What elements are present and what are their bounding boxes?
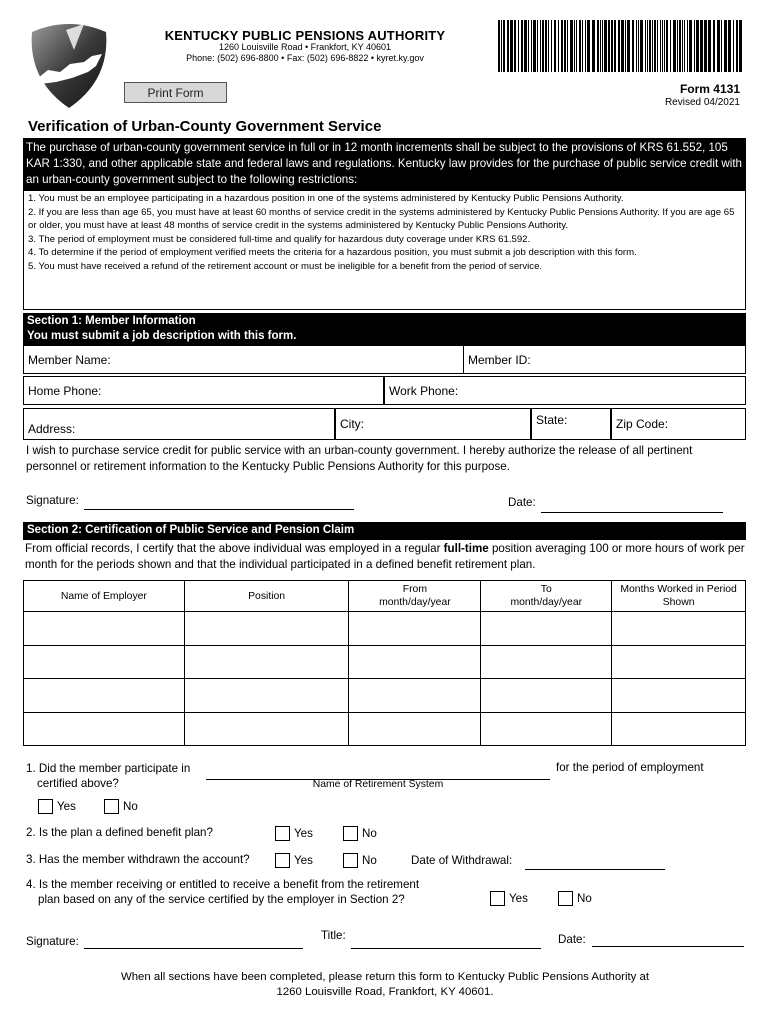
col-months [612,581,746,612]
zip-code-field[interactable] [611,408,746,440]
print-form-button[interactable]: Print Form [124,82,227,103]
city-label: City: [340,417,364,431]
table-cell[interactable] [24,612,185,646]
question4-text [26,877,419,907]
certify-text-after: position averaging 100 or more hours of work per month for the periods shown and that the individual participated in a defined benefit retirement plan. [25,542,745,571]
certify-text-bold: full-time [443,542,489,555]
intro-text: The purchase of urban-county government service in full or in 12 month increments shall be subject to the provisions of KRS 61.552, 105 KAR 1:330, and other applicable state and federal laws and regulations. Kentucky law provides for the purchase of public service credit with an urban-county government subject to the following restrictions: [23,138,746,190]
home-phone-label: Home Phone: [28,383,102,398]
section1-subtitle: You must submit a job description with this form. [27,330,297,342]
state-label: State: [536,413,568,427]
zip-code-label: Zip Code: [616,417,669,431]
work-phone-field[interactable] [384,376,746,405]
footer-instructions [60,970,710,1000]
checkbox[interactable] [275,826,290,841]
table-cell[interactable] [24,679,185,713]
q4-no-option[interactable] [558,891,592,906]
member-name-field[interactable] [23,345,464,374]
table-cell[interactable] [481,645,612,679]
yes-label: Yes [294,827,313,840]
question2-text: 2. Is the plan a defined benefit plan? [26,826,213,839]
col-position: Position [184,581,349,612]
member-date-line[interactable] [541,512,723,513]
table-cell[interactable] [612,645,746,679]
address-field[interactable] [23,408,335,440]
checkbox[interactable] [38,799,53,814]
form-number: Form 4131 [679,82,740,96]
checkbox[interactable] [275,853,290,868]
restriction-item: 3. The period of employment must be considered full-time and qualify for hazardous duty coverage under KRS 61.592. [28,233,531,245]
organization-contact: Phone: (502) 696-8800 • Fax: (502) 696-8822 • kyret.ky.gov [186,53,424,63]
member-date-label: Date: [508,496,536,509]
table-cell[interactable] [349,612,481,646]
question3-text: 3. Has the member withdrawn the account? [26,853,250,866]
question4-line1: 4. Is the member receiving or entitled to receive a benefit from the retirement [26,878,420,891]
table-cell[interactable] [612,612,746,646]
section2-header: Section 2: Certification of Public Service and Pension Claim [23,522,746,540]
employer-signature-line[interactable] [84,948,303,949]
question1-line1: 1. Did the member participate in [26,762,191,775]
col-from [349,581,481,612]
employer-title-line[interactable] [351,948,541,949]
checkbox[interactable] [104,799,119,814]
restrictions-list [23,190,746,310]
city-field[interactable] [335,408,531,440]
kentucky-shield-icon [26,20,112,110]
col-to [481,581,612,612]
employment-table [23,580,746,746]
form-title: Verification of Urban-County Government Service [28,118,382,135]
table-cell[interactable] [481,612,612,646]
table-header-row [24,581,746,612]
state-field[interactable] [531,408,611,440]
member-signature-line[interactable] [84,509,354,510]
yes-label: Yes [57,800,76,813]
yes-label: Yes [509,892,528,905]
authorization-statement: I wish to purchase service credit for public service with an urban-county government. I hereby authorize the release of all pertinent personnel or retirement information to the Kentucky Public Pensions Authority for this purpose. [26,444,693,473]
section1-title: Section 1: Member Information [27,315,196,327]
restriction-item: 2. If you are less than age 65, you must have at least 60 months of service credit in the systems administered by Kentucky Public Pensions Authority. If you are age 65 or older, you must have at least 48 months of service credit in the systems administered by Kentucky Public Pensions Authority. [28,206,735,232]
table-cell[interactable] [184,712,349,746]
employer-date-line[interactable] [592,946,744,947]
withdrawal-date-line[interactable] [525,869,665,870]
member-name-label: Member Name: [28,352,111,367]
table-cell[interactable] [481,679,612,713]
q2-no-option[interactable] [343,826,377,841]
table-cell[interactable] [349,645,481,679]
table-cell[interactable] [184,612,349,646]
restriction-item: 5. You must have received a refund of the retirement account or must be ineligible for a benefit from the period of service. [28,260,543,272]
address-label: Address: [28,422,76,436]
restriction-item: 4. To determine if the period of employment verified meets the criteria for a hazardous position, you must submit a job description with this form. [28,247,637,259]
checkbox[interactable] [343,853,358,868]
retirement-system-caption: Name of Retirement System [312,779,444,790]
no-label: No [123,800,138,813]
table-row [24,612,746,646]
certification-statement [25,541,745,573]
question1-line2: certified above? [37,777,119,790]
organization-address: 1260 Louisville Road • Frankfort, KY 40601 [218,42,392,52]
yes-label: Yes [294,854,313,867]
footer-line1: When all sections have been completed, please return this form to Kentucky Public Pensions Authority at [120,971,650,983]
member-id-label: Member ID: [468,352,531,367]
checkbox[interactable] [343,826,358,841]
home-phone-field[interactable] [23,376,384,405]
q4-yes-option[interactable] [490,891,528,906]
col-months-line1: Months Worked in Period [620,584,737,595]
restriction-item: 1. You must be an employee participating in a hazardous position in one of the systems administered by Kentucky Public Pensions Authority. [28,193,624,204]
q1-no-option[interactable] [104,799,138,814]
table-cell[interactable] [612,712,746,746]
no-label: No [362,827,377,840]
table-cell[interactable] [349,679,481,713]
table-cell[interactable] [184,645,349,679]
employer-signature-label: Signature: [26,935,79,948]
table-row [24,712,746,746]
table-cell[interactable] [349,712,481,746]
no-label: No [362,854,377,867]
employer-title-label: Title: [321,929,346,942]
employer-date-label: Date: [558,933,586,946]
q3-no-option[interactable] [343,853,377,868]
withdrawal-date-label: Date of Withdrawal: [411,854,513,867]
table-cell[interactable] [612,679,746,713]
question4-line2: plan based on any of the service certified by the employer in Section 2? [38,893,405,906]
member-signature-label: Signature: [26,494,79,507]
member-id-field[interactable] [463,345,746,374]
table-row [24,645,746,679]
checkbox[interactable] [490,891,505,906]
col-from-line1: From [402,584,427,595]
table-cell[interactable] [24,645,185,679]
table-cell[interactable] [481,712,612,746]
q3-yes-option[interactable] [275,853,313,868]
col-to-line2: month/day/year [510,597,583,608]
checkbox[interactable] [558,891,573,906]
table-cell[interactable] [184,679,349,713]
question1-tail: for the period of employment [556,761,704,774]
no-label: No [577,892,592,905]
table-row [24,679,746,713]
form-revised-date: Revised 04/2021 [664,97,740,108]
certify-text-before: From official records, I certify that the above individual was employed in a regular [25,542,444,555]
col-from-line2: month/day/year [379,597,451,608]
work-phone-label: Work Phone: [389,383,459,398]
section1-header [23,313,746,345]
q2-yes-option[interactable] [275,826,313,841]
col-to-line1: To [540,584,552,595]
q1-yes-option[interactable] [38,799,76,814]
col-months-line2: Shown [662,597,695,608]
col-employer: Name of Employer [24,581,185,612]
barcode-icon [496,20,746,72]
organization-name: KENTUCKY PUBLIC PENSIONS AUTHORITY [164,28,446,43]
question1-text [26,761,190,791]
footer-line2: 1260 Louisville Road, Frankfort, KY 40601. [276,986,494,998]
table-cell[interactable] [24,712,185,746]
